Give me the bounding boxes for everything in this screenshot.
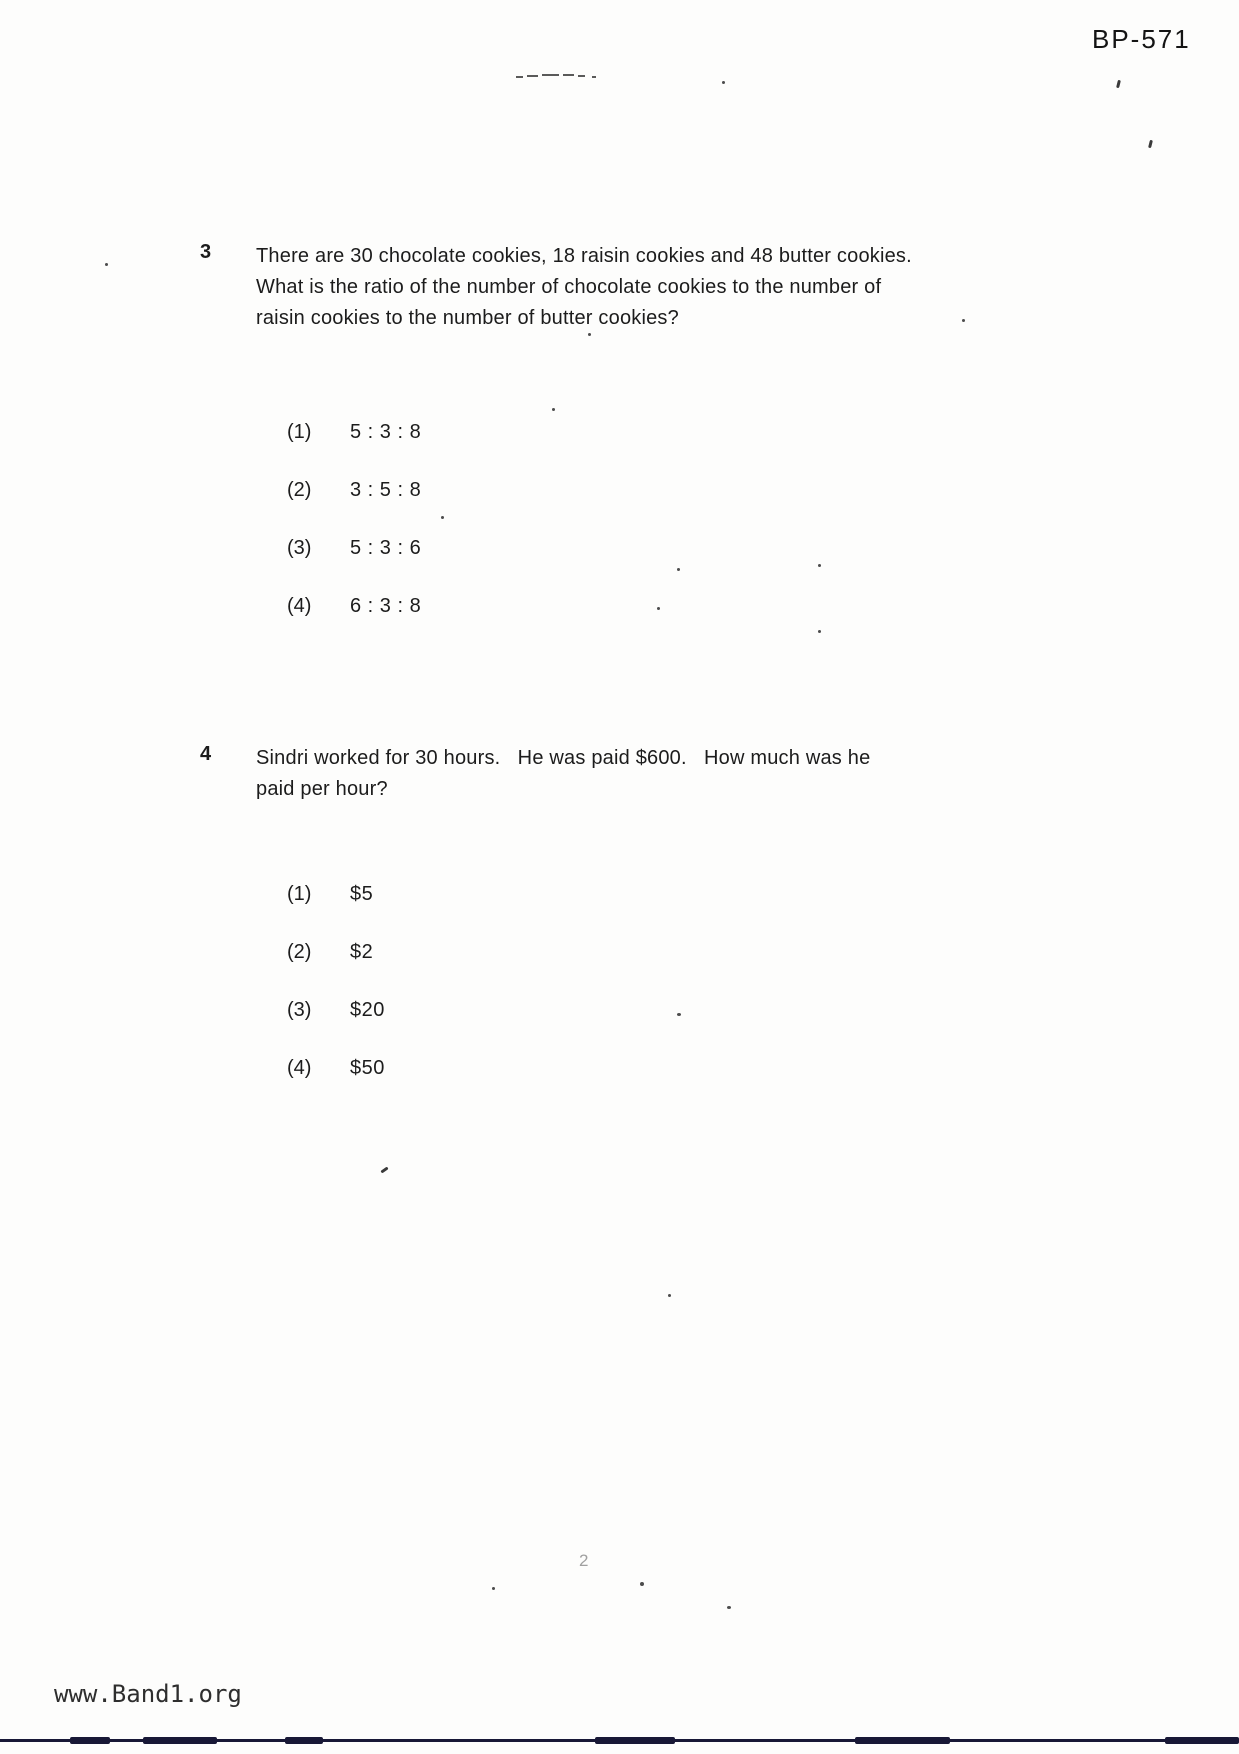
answer-option [287,941,1001,962]
scan-tick-artifact [1148,140,1153,148]
question-3-text-line: raisin cookies to the number of butter cookies? [256,307,679,329]
answer-option [287,421,1001,442]
bottom-rule-segment [1165,1737,1239,1744]
option-value: 5 : 3 : 8 [350,421,422,443]
question-4-text-line: paid per hour? [256,778,388,800]
option-value: 5 : 3 : 6 [350,537,422,559]
option-label: (3) [287,999,312,1021]
question-3-options [256,421,1001,616]
answer-option [287,1057,1001,1078]
option-value: $2 [350,941,374,963]
scan-speck [668,1294,671,1297]
scan-tick-artifact [1116,80,1121,88]
scan-dash-artifact [542,74,559,76]
option-label: (4) [287,595,312,617]
scan-speck [818,630,821,633]
scan-speck [722,81,725,84]
answer-option [287,595,1001,616]
question-3-text-line: There are 30 chocolate cookies, 18 raisin cookies and 48 butter cookies. [256,245,912,267]
bottom-rule-segment [855,1737,950,1744]
answer-option [287,883,1001,904]
option-label: (3) [287,537,312,559]
option-label: (1) [287,883,312,905]
answer-option [287,479,1001,500]
scan-tick-artifact [380,1166,388,1173]
document-code: BP-571 [1092,24,1191,54]
scan-dash-artifact [578,75,585,77]
question-3-body [256,241,1001,616]
scan-speck [640,1582,644,1586]
question-4-options [256,883,1001,1078]
answer-option [287,999,1001,1020]
question-4-body [256,743,1001,1078]
option-label: (2) [287,941,312,963]
bottom-rule-segment [285,1737,323,1744]
bottom-rule [0,1736,1239,1746]
option-value: $20 [350,999,385,1021]
answer-option [287,537,1001,558]
footer-url: www.Band1.org [54,1680,242,1708]
page-number: 2 [579,1551,589,1570]
bottom-rule-segment [70,1737,110,1744]
option-value: 6 : 3 : 8 [350,595,422,617]
option-label: (2) [287,479,312,501]
scan-speck [727,1606,731,1609]
bottom-rule-segment [595,1737,675,1744]
scan-dash-artifact [527,75,538,77]
question-3-number: 3 [200,241,212,263]
question-3-text-line: What is the ratio of the number of chocolate cookies to the number of [256,276,882,298]
question-4-number: 4 [200,743,212,765]
question-3 [0,241,1001,616]
option-label: (4) [287,1057,312,1079]
question-4-text-line: Sindri worked for 30 hours. He was paid $600. How much was he [256,747,871,769]
question-4 [0,743,1001,1078]
scan-dash-artifact [516,76,523,78]
option-value: $5 [350,883,374,905]
option-value: 3 : 5 : 8 [350,479,422,501]
scan-speck [492,1587,495,1590]
bottom-rule-segment [143,1737,217,1744]
scan-dash-artifact [592,76,596,78]
option-label: (1) [287,421,312,443]
scan-dash-artifact [563,74,574,76]
option-value: $50 [350,1057,385,1079]
